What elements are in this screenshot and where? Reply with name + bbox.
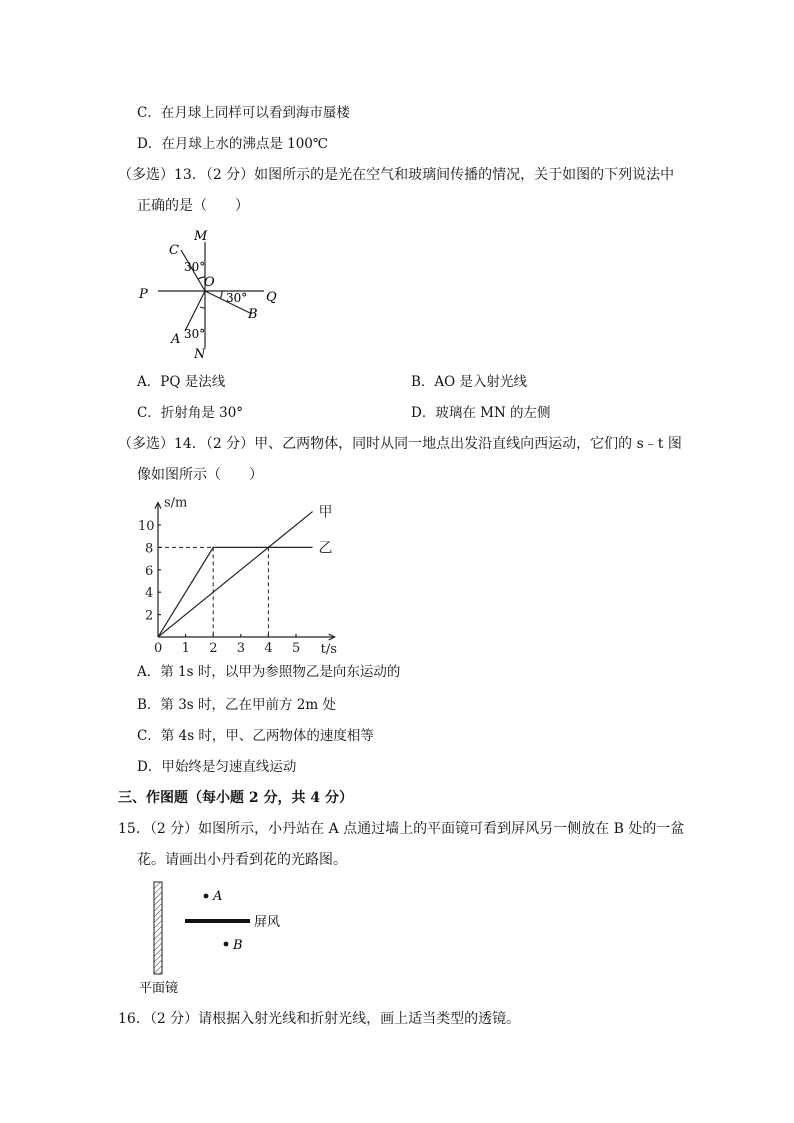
q14-option-a: A．第 1s 时，以甲为参照物乙是向东运动的	[137, 664, 401, 680]
series-line-1	[158, 512, 313, 637]
point-b-dot	[224, 942, 229, 947]
x-tick-label: 0	[154, 641, 163, 656]
angle-arc-bottom	[200, 307, 205, 308]
q14-option-d: D．甲始终是匀速直线运动	[137, 759, 297, 775]
label-q: Q	[266, 290, 277, 305]
y-tick-label: 6	[145, 563, 154, 579]
series-line-2	[158, 547, 313, 637]
q14-stem-line1: （多选）14．（2 分）甲、乙两物体，同时从同一地点出发沿直线向西运动，它们的 s﹣t 图	[118, 436, 682, 452]
series-label-1: 甲	[318, 504, 333, 521]
q14-option-b: B．第 3s 时，乙在甲前方 2m 处	[137, 697, 336, 713]
q13-option-d: D．玻璃在 MN 的左侧	[411, 405, 551, 421]
label-a: A	[171, 332, 181, 347]
x-tick-label: 2	[209, 641, 218, 656]
angle-arc-right	[220, 291, 222, 299]
q15-mirror-figure	[136, 878, 306, 1000]
ray-ao	[185, 291, 205, 331]
q13-option-b: B．AO 是入射光线	[411, 374, 528, 390]
angle-top-label: 30°	[184, 260, 206, 274]
angle-right-label: 30°	[226, 291, 248, 305]
plane-mirror	[154, 882, 162, 974]
q14-option-c: C．第 4s 时，甲、乙两物体的速度相等	[137, 728, 374, 744]
point-a-label: A	[213, 889, 223, 904]
angle-bottom-label: 30°	[184, 327, 206, 341]
x-tick-label: 4	[264, 641, 273, 656]
y-tick-label: 10	[138, 519, 155, 534]
label-o: O	[204, 275, 215, 290]
q16-stem-line1: 16．（2 分）请根据入射光线和折射光线，画上适当类型的透镜。	[118, 1011, 521, 1027]
q12-option-d: D．在月球上水的沸点是 100℃	[137, 136, 328, 152]
label-b: B	[248, 307, 258, 322]
series-label-2: 乙	[318, 540, 333, 557]
x-tick-label: 1	[181, 641, 190, 656]
q13-stem-line1: （多选）13．（2 分）如图所示的是光在空气和玻璃间传播的情况，关于如图的下列说法中	[118, 167, 675, 183]
q15-stem-line1: 15．（2 分）如图所示，小丹站在 A 点通过墙上的平面镜可看到屏风另一侧放在 B 处的一盆	[118, 821, 685, 837]
label-m: M	[194, 229, 208, 244]
q13-option-a: A．PQ 是法线	[137, 374, 226, 390]
screen-bar	[185, 919, 250, 923]
label-p: P	[139, 287, 148, 302]
y-tick-label: 2	[145, 608, 154, 624]
y-tick-label: 4	[145, 586, 154, 602]
point-a-dot	[204, 894, 209, 899]
q14-stem-line2: 像如图所示（ ）	[137, 467, 263, 483]
mirror-label: 平面镜	[139, 981, 179, 996]
q12-option-c: C．在月球上同样可以看到海市蜃楼	[137, 105, 350, 121]
q13-stem-line2: 正确的是（ ）	[137, 198, 249, 214]
x-tick-label: 3	[236, 641, 246, 656]
x-axis-label: t/s	[320, 642, 337, 657]
q13-option-c: C．折射角是 30°	[137, 405, 244, 421]
q14-st-chart	[120, 490, 360, 660]
point-b-label: B	[233, 938, 243, 953]
y-axis-label: s/m	[164, 495, 188, 511]
y-tick-label: 8	[145, 541, 154, 557]
x-tick-label: 5	[292, 641, 301, 656]
screen-label: 屏风	[254, 915, 281, 930]
q13-refraction-figure	[130, 224, 290, 364]
q15-stem-line2: 花。请画出小丹看到花的光路图。	[137, 852, 347, 868]
label-c: C	[169, 243, 179, 258]
section-3-heading: 三、作图题（每小题 2 分，共 4 分）	[118, 790, 353, 806]
label-n: N	[194, 347, 206, 362]
